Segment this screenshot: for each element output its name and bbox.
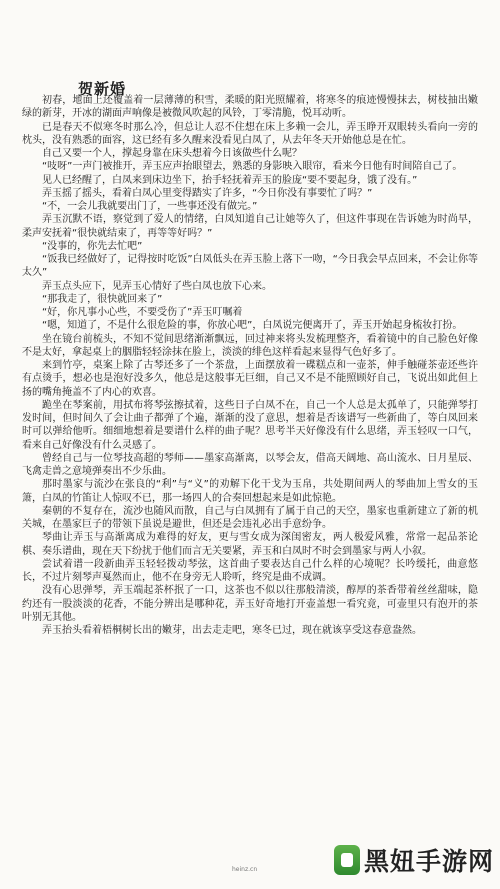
paragraph: 已是春天不似寒冬时那么冷，但总让人忍不住想在床上多赖一会儿，弄玉睁开双眼转头看向一旁的枕头，没有熟悉的面容，这已经有多久醒来没看见白凤了，从去年冬天开始他总是在忙。 (22, 121, 478, 146)
paragraph: 跪坐在琴案前，用拭布将琴弦擦拭着，这些日子白凤不在，自己一个人总是太孤单了，只能弹琴打发时间，但时间久了会让曲子都弹了个遍，渐渐的没了意思，想着是否该谱写一些新曲了，等白凤回来时可以弹给他听。细细地想着是要谱什么样的曲子呢？思考半天好像没有什么思绪，弄玉轻叹一口气，看来自己好像没有什么灵感了。 (22, 399, 478, 451)
paragraph: “好，你凡事小心些，不要受伤了”弄玉叮嘱着 (42, 307, 243, 318)
paragraph: 秦朝的不复存在，流沙也随风而散，自己与白凤拥有了属于自己的天空，墨家也重新建立了新的机关城，在墨家巨子的带领下虽说是避世，但还是会违礼必出手意纷争。 (22, 505, 478, 530)
paragraph: 那时墨家与流沙在张良的“利”与“义”的劝解下化干戈为玉帛，共处期间两人的琴曲加上雪女的玉箫，白凤的竹笛让人惊叹不已，那一场四人的合奏回想起来是如此惊艳。 (22, 479, 478, 504)
watermark (334, 842, 494, 878)
paragraph: 初春，地面上还覆盖着一层薄薄的积雪，柔暖的阳光照耀着，将寒冬的痕迹慢慢抹去，树枝抽出嫩绿的新芽，开冰的湖面声响像是被微风吹起的风铃，丁零清脆，悦耳动听。 (22, 95, 478, 120)
paragraph: “那我走了，很快就回来了” (42, 293, 163, 305)
paragraph: 自己又要一个人，撑起身靠在床头想着今日该做些什么呢？ (42, 148, 302, 159)
paragraph: “嗯，知道了，不是什么很危险的事，你放心吧”，白凤说完便离开了，弄玉开始起身梳妆打扮。 (42, 320, 463, 332)
paragraph: 弄玉抬头看着梧桐树长出的嫩芽，出去走走吧，寒冬已过，现在就该享受这春意盎然。 (42, 625, 422, 636)
paragraph: 尝试着谱一段新曲弄玉轻轻拨动琴弦，这首曲子要表达自己什么样的心境呢？长吟缓托，曲意悠长，不过片刻琴声戛然而止，他不在身旁无人聆听，终究是曲不成调。 (22, 558, 478, 583)
paragraph: 来到竹亭，桌案上除了古琴还多了一个茶盘，上面摆放着一碟糕点和一壶茶，伸手触碰茶壶还些许有点烫手，想必也是泡好没多久，他总是这般事无巨细，自己又不是不能照顾好自己，飞说出如此但上扬的嘴角掩盖不了内心的欢喜。 (22, 360, 478, 398)
paragraph: 曾经自己与一位琴技高超的琴师——墨家高渐离，以琴会友，借高天阔地、高山流水、日月星辰、飞禽走兽之意境弹奏出不少乐曲。 (22, 452, 478, 477)
paragraph: “不，一会儿我就要出门了，一些事还没有做完。” (42, 201, 258, 212)
article-body (22, 94, 478, 637)
paragraph: 没有心思弹琴，弄玉端起茶杯抿了一口，这茶也不似以往那般清淡，醇厚的茶香带着丝丝甜味，隐约还有一股淡淡的花香，不能分辨出是哪种花，弄玉好奇地打开壶盖想一看究竟，可壶里只有泡开的茶叶别无其他。 (22, 585, 478, 623)
paragraph: 弄玉摇了摇头，看着白凤心里变得踏实了许多，“今日你没有事要忙了吗？” (42, 187, 373, 199)
watermark-url: heinz.cn (232, 866, 258, 873)
page-title: 贺新婚 (78, 80, 127, 98)
brand-logo-icon (334, 845, 360, 875)
paragraph: 弄玉点头应下，见弄玉心情好了些白凤也放下心来。 (42, 280, 272, 292)
paragraph: “吱呀”一声门被推开，弄玉应声抬眼望去，熟悉的身影映入眼帘，看来今日他有时间陪自己了。 (42, 161, 463, 173)
paragraph: 弄玉沉默不语，察觉到了爱人的情绪，白凤知道自己让她等久了，但这件事现在告诉她为时尚早，柔声安抚着“很快就结束了，再等等好吗？” (22, 214, 478, 239)
paragraph: “没事的，你先去忙吧” (42, 240, 143, 252)
paragraph: 坐在镜台前梳头，不知不觉间思绪渐渐飘远，回过神来将头发梳理整齐，看着镜中的自己脸色好像不是太好，拿起桌上的胭脂轻轻涂抹在脸上，淡淡的绯色这样看起来显得气色好多了。 (22, 333, 478, 358)
watermark-brand: 黑妞手游网 (364, 847, 495, 876)
paragraph: 琴曲让弄玉与高渐离成为难得的好友，更与雪女成为深闺密友，两人极爱风雅，常常一起品茶论棋、奏乐谱曲，现在天下纷扰于他们而言无关要紧，弄玉和白凤时不时会到墨家与两人小叙。 (22, 532, 478, 557)
paragraph: “饭我已经做好了，记得按时吃饭”白凤低头在弄玉脸上落下一吻，“今日我会早点回来，不会让你等太久” (22, 254, 478, 279)
paragraph: 见人已经醒了，白凤来到床边坐下，抬手轻抚着弄玉的脸庞“要不要起身，饿了没有。” (42, 174, 418, 186)
